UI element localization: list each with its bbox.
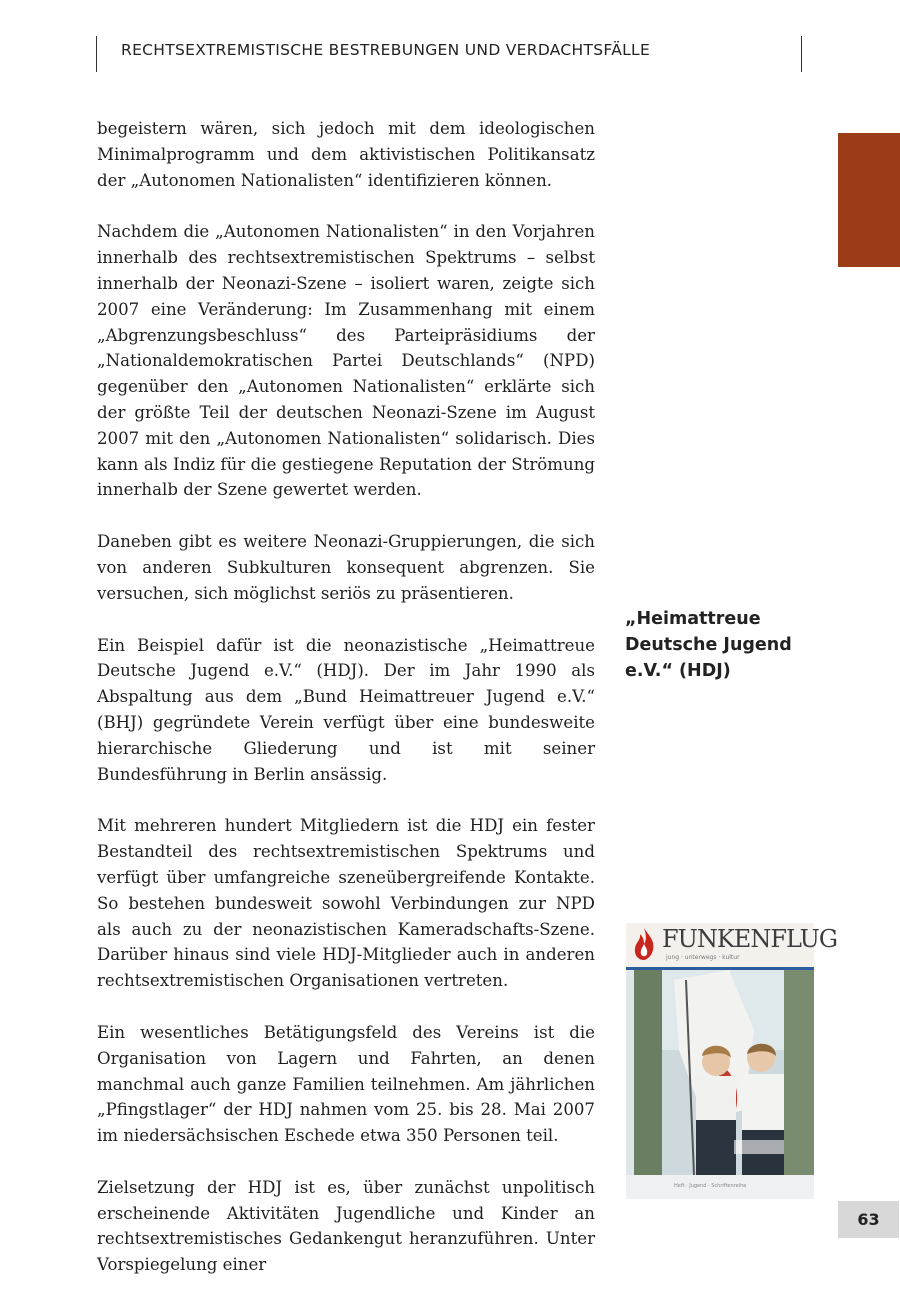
header-rule-left bbox=[96, 36, 97, 72]
paragraph-7: Zielsetzung der HDJ ist es, über zunächst unpolitisch erscheinende Aktivitäten Jugendliche und Kinder an rechtsextremistisches Gedankengut heranzuführen. Unter Vorspiegelung einer bbox=[97, 1177, 595, 1275]
page-number: 63 bbox=[857, 1210, 880, 1229]
cover-footer-text: Heft · Jugend · Schriftenreihe bbox=[674, 1183, 747, 1189]
paragraph-5: Mit mehreren hundert Mitgliedern ist die HDJ ein fester Bestandteil des rechtsextremistischen Spektrums und verfügt über umfangreiche szeneübergreifende Kontakte. So bestehen bundesweit sowohl Verbindungen zur NPD als auch zu der neonazistischen Kameradschafts-Szene. Darüber hinaus sind viele HDJ-Mitglieder auch in anderen rechtsextremistischen Organisationen vertreten. bbox=[97, 816, 595, 991]
cover-title: FUNKENFLUG bbox=[662, 925, 838, 953]
cover-footer bbox=[626, 1175, 814, 1199]
paragraph-4: Ein Beispiel dafür ist die neonazistische „Heimattreue Deutsche Jugend e.V.“ (HDJ). Der im Jahr 1990 als Abspaltung aus dem „Bund Heimattreuer Jugend e.V.“ (BHJ) gegründete Verein verfügt über eine bundesweite hierarchische Gliederung und ist mit seiner Bundesführung in Berlin ansässig. bbox=[97, 635, 595, 784]
cover-subtitle: jung · unterwegs · kultur bbox=[666, 954, 740, 961]
paragraph-1: begeistern wären, sich jedoch mit dem ideologischen Minimalprogramm und dem aktivistischen Politikansatz der „Autonomen Nationalisten“ identifizieren können. bbox=[97, 119, 595, 190]
flame-logo-icon bbox=[629, 926, 659, 962]
running-header: RECHTSEXTREMISTISCHE BESTREBUNGEN UND VERDACHTSFÄLLE bbox=[121, 41, 651, 59]
paragraph-2: Nachdem die „Autonomen Nationalisten“ in den Vorjahren innerhalb des rechtsextremistischen Spektrums – selbst innerhalb der Neonazi-Szene – isoliert waren, zeigte sich 2007 eine Veränderung: Im Zusammenhang mit einem „Abgrenzungsbeschluss“ des Parteipräsidiums der „Nationaldemokratischen Partei Deutschlands“ (NPD) gegenüber den „Autonomen Nationalisten“ erklärte sich der größte Teil der deutschen Neonazi-Szene im August 2007 mit den „Autonomen Nationalisten“ solidarisch. Dies kann als Indiz für die gestiegene Reputation der Strömung innerhalb der Szene gewertet werden. bbox=[97, 222, 595, 500]
cover-photo bbox=[634, 970, 814, 1175]
body-text bbox=[97, 116, 595, 1304]
paragraph-3: Daneben gibt es weitere Neonazi-Gruppierungen, die sich von anderen Subkulturen konsequent abgrenzen. Sie versuchen, sich möglichst seriös zu präsentieren. bbox=[97, 532, 595, 603]
header-rule-right bbox=[801, 36, 802, 72]
magazine-cover-image bbox=[626, 923, 838, 1199]
paragraph-6: Ein wesentliches Betätigungsfeld des Vereins ist die Organisation von Lagern und Fahrten, an denen manchmal auch ganze Familien teilnehmen. Am jährlichen „Pfingstlager“ der HDJ nahmen vom 25. bis 28. Mai 2007 im niedersächsischen Eschede etwa 350 Personen teil. bbox=[97, 1022, 595, 1146]
page-number-box bbox=[838, 1201, 899, 1238]
marginal-heading: „Heimattreue Deutsche Jugend e.V.“ (HDJ) bbox=[625, 609, 792, 681]
chapter-side-tab bbox=[838, 133, 900, 267]
